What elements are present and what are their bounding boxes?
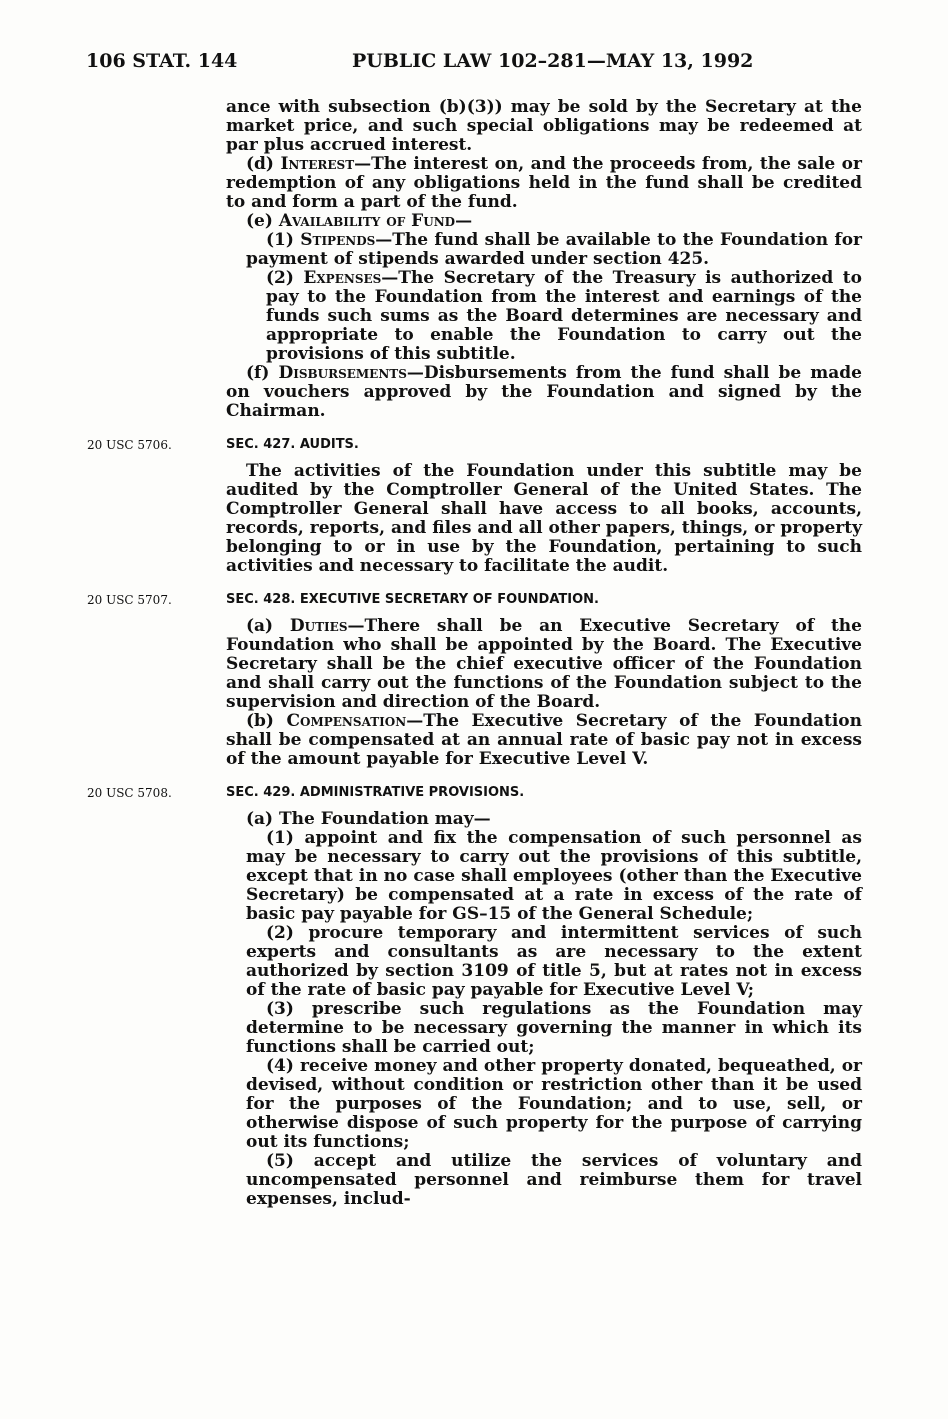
section-heading-427 [87,435,862,454]
paragraph-e1-stipends: (1) Stipends—The fund shall be available to the Foundation for payment of stipends awarded under section 425. [246,230,862,269]
margin-note-5708: 20 USC 5708. [87,786,172,800]
text-disbursements: —Disbursements from the fund shall be made on vouchers approved by the Foundation and signed by the Chairman. [226,363,862,421]
paragraph-f-disbursements: (f) Disbursements—Disbursements from the fund shall be made on vouchers approved by the Foundation and signed by the Chairman. [226,363,862,421]
law-title: PUBLIC LAW 102–281—MAY 13, 1992 [352,50,754,72]
paragraph-e2-expenses: (2) Expenses—The Secretary of the Treasury is authorized to pay to the Foundation from the interest and earnings of the funds such sums as the Board determines are necessary and appropriate to enable the Foundation to carry out the provisions of this subtitle. [266,268,862,364]
section-title-428: SEC. 428. EXECUTIVE SECRETARY OF FOUNDATION. [226,592,599,607]
label-interest: Interest [280,154,355,174]
margin-note-5706: 20 USC 5706. [87,438,172,452]
list-item-429-3: (3) prescribe such regulations as the Foundation may determine to be necessary governing the manner in which its functions shall be carried out; [246,999,862,1057]
section-heading-429 [87,783,862,802]
label-expenses: Expenses [303,268,382,288]
paragraph-429-a: (a) The Foundation may— [246,809,491,829]
section-427-text: The activities of the Foundation under this subtitle may be audited by the Comptroller General of the United States. The Comptroller General shall have access to all books, accounts, records, reports, and files and all other papers, things, or property belonging to or in use by the Foundation, pertaining to such activities and necessary to facilitate the audit. [226,461,862,576]
label-disbursements: Disbursements [278,363,407,383]
section-title-429: SEC. 429. ADMINISTRATIVE PROVISIONS. [226,785,525,800]
paragraph-428-a-duties: (a) Duties—There shall be an Executive Secretary of the Foundation who shall be appointed by the Board. The Executive Secretary shall be the chief executive officer of the Foundation and shall carry out the functions of the Foundation subject to the supervision and direction of the Board. [226,616,862,712]
list-item-429-5: (5) accept and utilize the services of voluntary and uncompensated personnel and reimburse them for travel expenses, includ- [246,1151,862,1209]
text-expenses: —The Secretary of the Treasury is authorized to pay to the Foundation from the interest and earnings of the funds such sums as the Board determines are necessary and appropriate to enable the Foundation to carry out the provisions of this subtitle. [266,268,862,364]
text-compensation: —The Executive Secretary of the Foundation shall be compensated at an annual rate of basic pay not in excess of the amount payable for Executive Level V. [226,711,862,769]
statute-page-number: 106 STAT. 144 [86,50,238,72]
text-availability: — [455,211,473,231]
section-title-427: SEC. 427. AUDITS. [226,437,359,452]
label-compensation: Compensation [286,711,407,731]
text-interest: —The interest on, and the proceeds from, the sale or redemption of any obligations held in the fund shall be credited to and form a part of the fund. [226,154,862,212]
section-heading-428 [87,590,862,609]
running-header [86,50,776,76]
margin-note-5707: 20 USC 5707. [87,593,172,607]
list-item-429-2: (2) procure temporary and intermittent services of such experts and consultants as are necessary to the extent authorized by section 3109 of title 5, but at rates not in excess of the rate of basic pay payable for Executive Level V; [246,923,862,1000]
label-availability: Availability of Fund [278,211,456,231]
paragraph-428-b-compensation: (b) Compensation—The Executive Secretary of the Foundation shall be compensated at an annual rate of basic pay not in excess of the amount payable for Executive Level V. [226,711,862,769]
text-stipends: —The fund shall be available to the Foundation for payment of stipends awarded under section 425. [246,230,862,269]
document-body [87,97,862,1209]
label-stipends: Stipends [300,230,376,250]
paragraph-d-interest: (d) Interest—The interest on, and the proceeds from, the sale or redemption of any obligations held in the fund shall be credited to and form a part of the fund. [226,154,862,212]
list-item-429-4: (4) receive money and other property donated, bequeathed, or devised, without condition or restriction other than it be used for the purposes of the Foundation; and to use, sell, or otherwise dispose of such property for the purpose of carrying out its functions; [246,1056,862,1152]
paragraph-continuation: ance with subsection (b)(3)) may be sold by the Secretary at the market price, and such special obligations may be redeemed at par plus accrued interest. [226,97,862,155]
label-duties: Duties [289,616,348,636]
text-duties: —There shall be an Executive Secretary of the Foundation who shall be appointed by the Board. The Executive Secretary shall be the chief executive officer of the Foundation and shall carry out the functions of the Foundation subject to the supervision and direction of the Board. [226,616,862,712]
list-item-429-1: (1) appoint and fix the compensation of such personnel as may be necessary to carry out the provisions of this subtitle, except that in no case shall employees (other than the Executive Secretary) be compensated at a rate in excess of the rate of basic pay payable for GS–15 of the General Schedule; [246,828,862,924]
paragraph-e-availability: (e) Availability of Fund— [246,211,473,231]
